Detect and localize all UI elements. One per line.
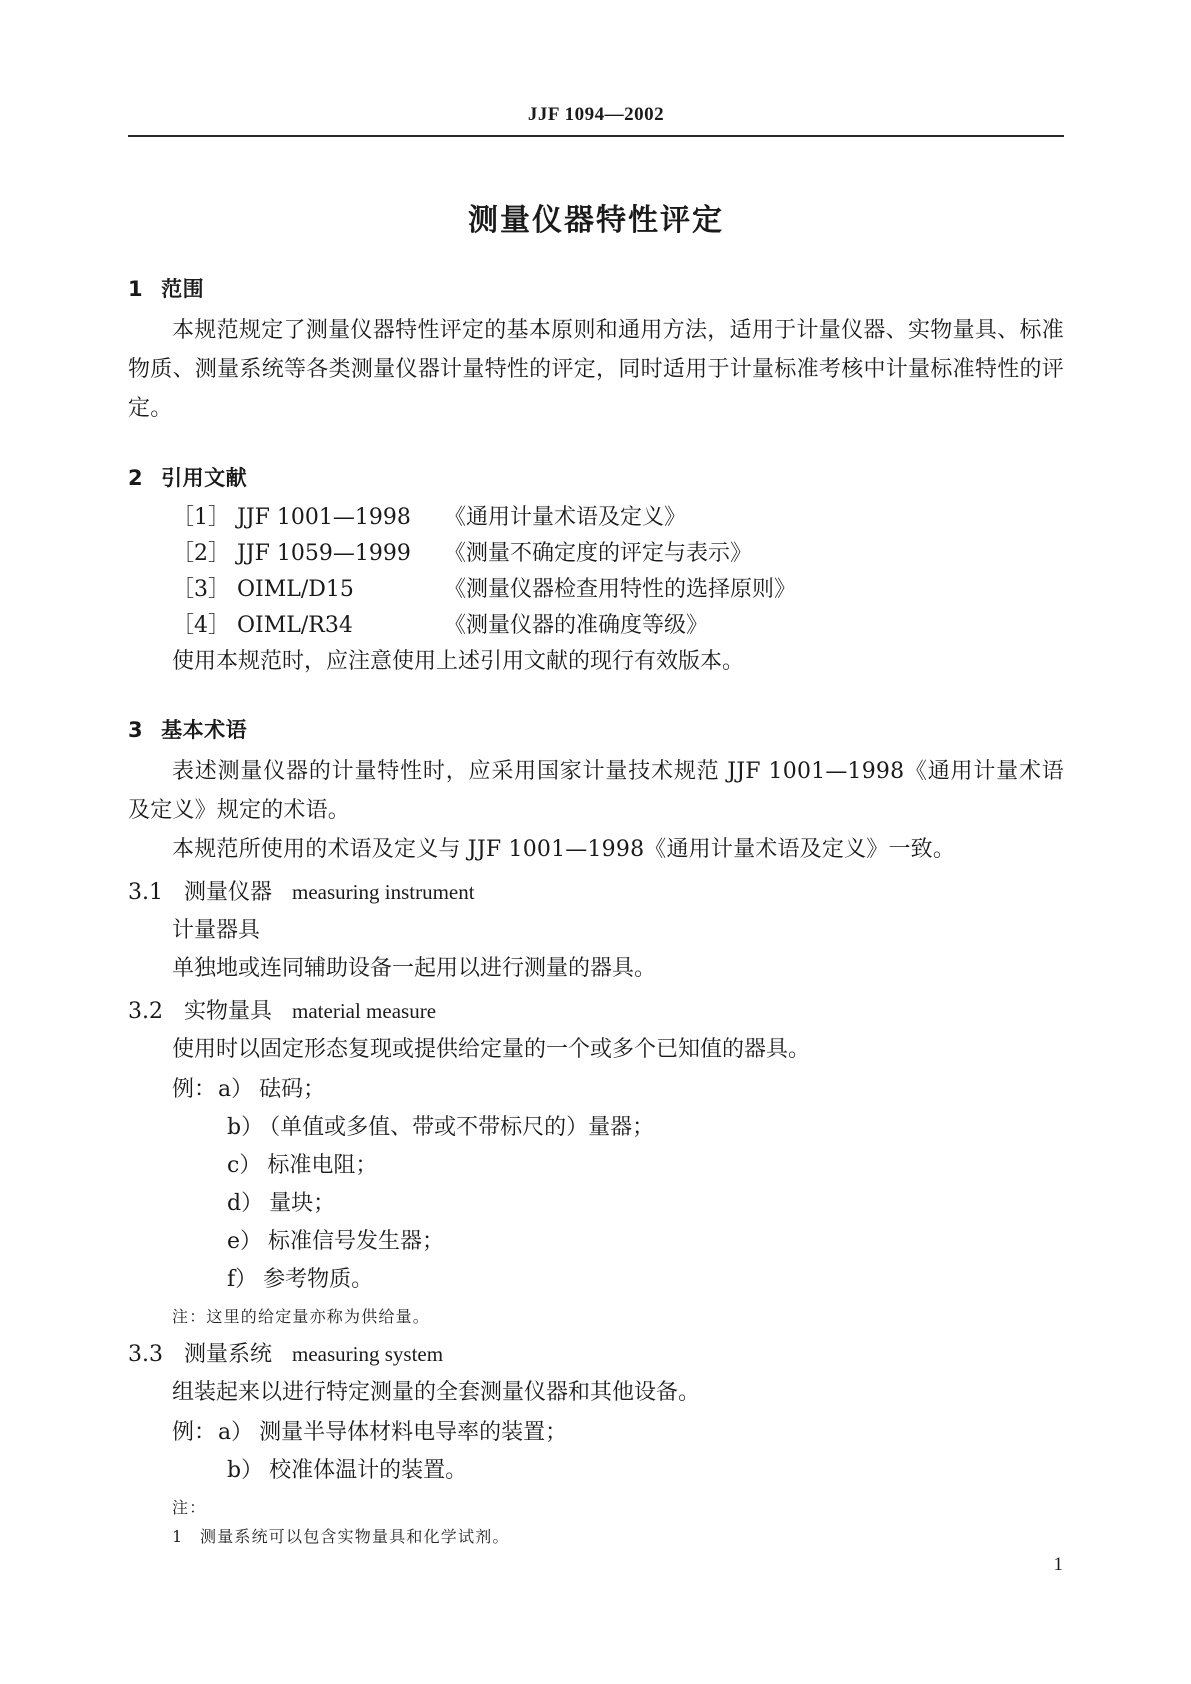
note-line [172,1522,1064,1551]
note-label-line: 注： [172,1498,207,1517]
example-text: 校准体温计的装置。 [269,1458,468,1483]
reference-id: ［3］ [172,577,230,602]
section-title-2: 引用文献 [161,466,248,490]
section-title-3: 基本术语 [161,718,248,742]
term-entry-3-1 [128,873,1064,988]
section-3-paragraph-1: 表述测量仪器的计量特性时，应采用国家计量技术规范 JJF 1001—1998《通用计量术语及定义》规定的术语。 [128,759,1064,823]
reference-title: 《通用计量术语及定义》 [444,505,687,530]
term-heading [128,873,1064,912]
example-marker: b） [227,1458,264,1483]
term-heading [128,992,1064,1031]
section-number-3: 3 [128,718,144,742]
list-item [172,1452,1064,1490]
example-lead: 例： [172,1420,217,1445]
example-marker: d） [227,1191,264,1216]
example-text: 标准信号发生器； [268,1229,445,1254]
example-marker: e） [227,1229,263,1254]
note-block [172,1302,1064,1331]
example-lead: 例： [172,1077,217,1102]
note-label: 注： [172,1307,207,1326]
page-number: 1 [1053,1554,1063,1575]
reference-title: 《测量不确定度的评定与表示》 [444,541,753,566]
list-item [172,1185,1064,1223]
example-text: 测量半导体材料电导率的装置； [259,1420,568,1445]
term-definition: 使用时以固定形态复现或提供给定量的一个或多个已知值的器具。 [172,1037,811,1062]
list-item [172,500,1064,536]
list-item [172,1223,1064,1261]
section-number-1: 1 [128,277,144,301]
list-item [172,1147,1064,1185]
list-item [172,608,1064,644]
section-1-paragraph: 本规范规定了测量仪器特性评定的基本原则和通用方法，适用于计量仪器、实物量具、标准物质、测量系统等各类测量仪器计量特性的评定，同时适用于计量标准考核中计量标准特性的评定。 [128,318,1064,421]
reference-code: OIML/R34 [237,613,353,638]
page-content [128,104,1064,1551]
term-definition: 组装起来以进行特定测量的全套测量仪器和其他设备。 [172,1380,701,1405]
term-number: 3.3 [128,1342,163,1367]
list-item [172,1071,1064,1109]
note-text: 测量系统可以包含实物量具和化学试剂。 [200,1527,510,1546]
reference-code: JJF 1001—1998 [237,505,411,530]
term-name-en: measuring instrument [292,880,475,904]
reference-code: JJF 1059—1999 [237,541,411,566]
example-marker: b） [227,1115,264,1140]
term-number: 3.2 [128,999,163,1024]
reference-title: 《测量仪器的准确度等级》 [444,613,709,638]
running-head: JJF 1094—2002 [527,104,665,125]
term-name-en: measuring system [292,1342,444,1366]
example-text: 砝码； [259,1077,326,1102]
section-heading-3 [128,714,1064,744]
example-marker: a） [218,1420,254,1445]
term-definition: 单独地或连同辅助设备一起用以进行测量的器具。 [172,956,657,981]
term-name-cn: 测量系统 [184,1342,273,1367]
term-name-en: material measure [292,999,437,1023]
term-heading [128,1335,1064,1374]
example-text: 量块； [269,1191,336,1216]
note-block [172,1493,1064,1551]
example-text: （单值或多值、带或不带标尺的）量器； [269,1115,655,1140]
list-item [172,1261,1064,1299]
example-marker: c） [227,1153,262,1178]
section-number-2: 2 [128,466,144,490]
note-index: 1 [172,1527,184,1546]
term-name-cn: 实物量具 [184,999,273,1024]
term-number: 3.1 [128,880,163,905]
page-title: 测量仪器特性评定 [468,203,724,238]
section-3-paragraph-2: 本规范所使用的术语及定义与 JJF 1001—1998《通用计量术语及定义》一致。 [172,837,956,862]
reference-id: ［1］ [172,505,230,530]
list-item [172,1414,1064,1452]
example-marker: f） [227,1267,258,1292]
section-title-1: 范围 [161,277,205,301]
reference-id: ［2］ [172,541,230,566]
term-entry-3-3 [128,1335,1064,1551]
reference-id: ［4］ [172,613,230,638]
section-heading-1 [128,273,1064,303]
example-text: 标准电阻； [267,1153,378,1178]
list-item [172,572,1064,608]
section-heading-2 [128,462,1064,492]
reference-note: 使用本规范时，应注意使用上述引用文献的现行有效版本。 [172,649,745,674]
example-text: 参考物质。 [263,1267,374,1292]
term-name-cn: 测量仪器 [184,880,273,905]
term-synonym: 计量器具 [172,918,261,943]
term-entry-3-2 [128,992,1064,1331]
example-list [172,1414,1064,1490]
example-marker: a） [218,1077,254,1102]
reference-list [128,500,1064,644]
note-text: 这里的给定量亦称为供给量。 [206,1307,431,1326]
reference-code: OIML/D15 [237,577,354,602]
example-list [172,1071,1064,1299]
note-line [172,1302,1064,1331]
list-item [172,536,1064,572]
list-item [172,1109,1064,1147]
header-rule [128,135,1064,137]
reference-title: 《测量仪器检查用特性的选择原则》 [444,577,797,602]
